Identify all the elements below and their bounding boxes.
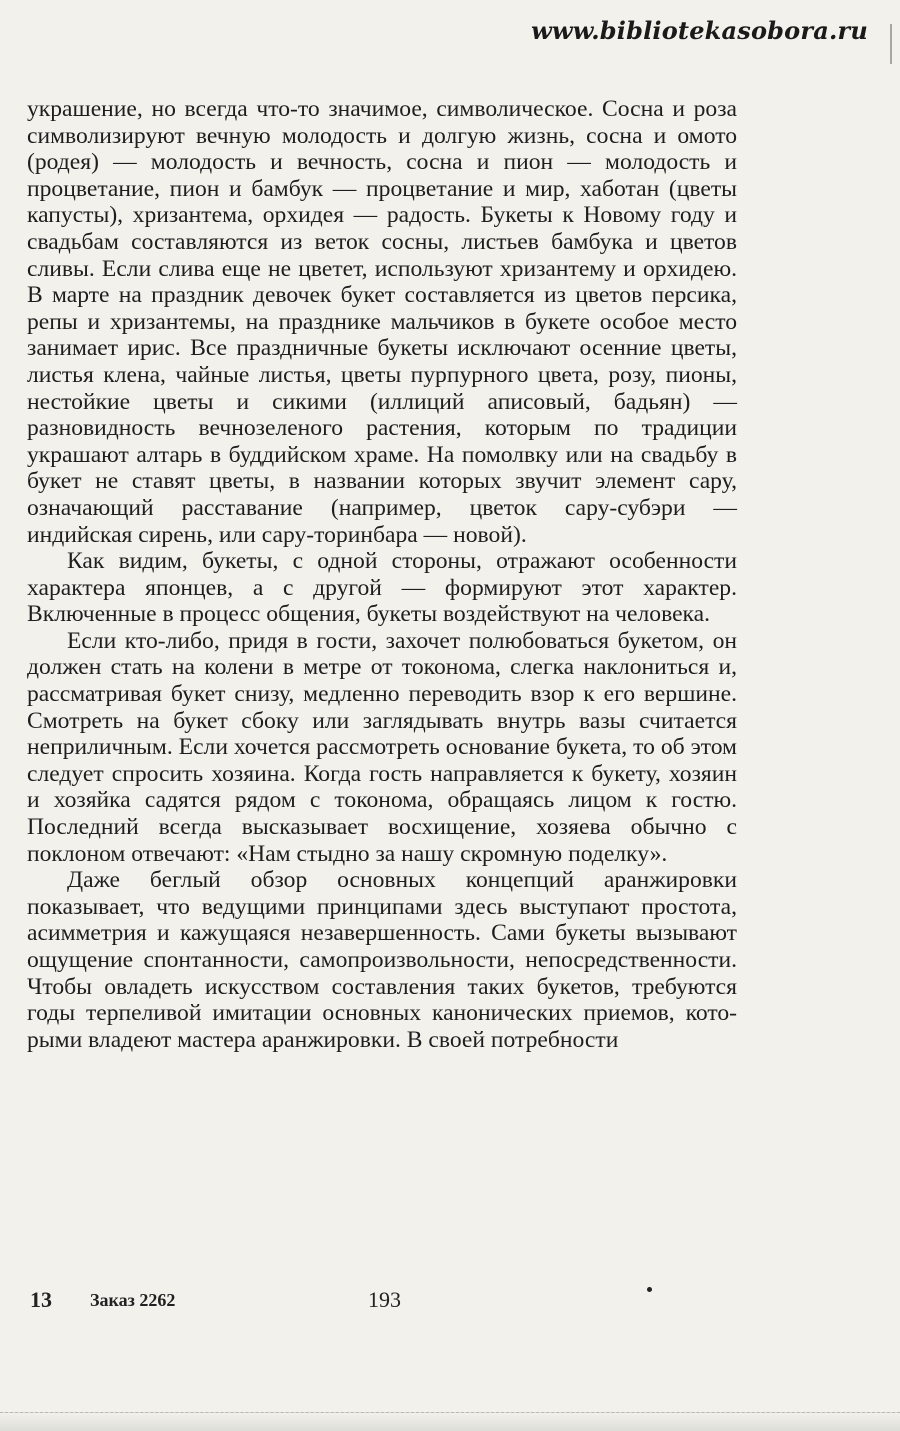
paragraph: Даже беглый обзор основных концепций аранжировки показывает, что ведущими принципами здесь выступают простота, асимметрия и кажущаяся незавершенность. Сами букеты вызывают ощущение спонтанности, самопроизвольности, непосредственности. Чтобы овладеть искусством составления таких букетов, требуются годы терпеливой имитации основных канонических приемов, которыми владеют мастера аранжировки. В своей потребности: [27, 867, 737, 1053]
page-edge-mark: [890, 24, 892, 64]
ink-dot: [647, 1287, 652, 1292]
signature-mark: 13: [30, 1287, 52, 1312]
page-footer: [30, 1287, 750, 1317]
page-number: 193: [368, 1287, 401, 1312]
print-order-number: Заказ 2262: [90, 1290, 176, 1310]
scan-bottom-edge: [0, 1412, 900, 1431]
paragraph: Как видим, букеты, с одной стороны, отражают особенности характера японцев, а с другой — формируют этот характер. Включенные в процесс общения, букеты воздействуют на человека.: [27, 548, 737, 628]
site-watermark: www.bibliotekasobora.ru: [531, 16, 868, 45]
body-text: [27, 96, 737, 1053]
paragraph-continued: украшение, но всегда что-то значимое, символическое. Сосна и роза символизируют вечную молодость и долгую жизнь, сосна и омото (родея) — молодость и вечность, сосна и пион — молодость и процветание, пион и бамбук — процветание и мир, хаботан (цветы капусты), хризантема, орхидея — радость. Букеты к Новому году и свадьбам составляются из веток сосны, листьев бамбука и цветов сливы. Если слива еще не цветет, используют хризантему и орхидею. В марте на праздник девочек букет составляется из цветов персика, репы и хризантемы, на празднике мальчиков в букете особое место занимает ирис. Все праздничные букеты исключают осенние цветы, листья клена, чайные листья, цветы пурпурного цвета, розу, пионы, нестойкие цветы и сикими (иллиций аписовый, бадьян) — разновидность вечнозеленого растения, которым по традиции украшают алтарь в буддийском храме. На помолвку или на свадьбу в букет не ставят цветы, в названии которых звучит элемент сару, означающий расставание (например, цветок сару-субэри — индийская сирень, или сару-торинбара — новой).: [27, 96, 737, 548]
paragraph: Если кто-либо, придя в гости, захочет полюбоваться букетом, он должен стать на колени в метре от токонома, слегка наклониться и, рассматривая букет снизу, медленно переводить взор к его вершине. Смотреть на букет сбоку или заглядывать внутрь вазы считается неприличным. Если хочется рассмотреть основание букета, то об этом следует спросить хозяина. Когда гость направляется к букету, хозяин и хозяйка садятся рядом с токонома, обращаясь лицом к гостю. Последний всегда высказывает восхищение, хозяева обычно с поклоном отвечают: «Нам стыдно за нашу скромную поделку».: [27, 627, 737, 867]
